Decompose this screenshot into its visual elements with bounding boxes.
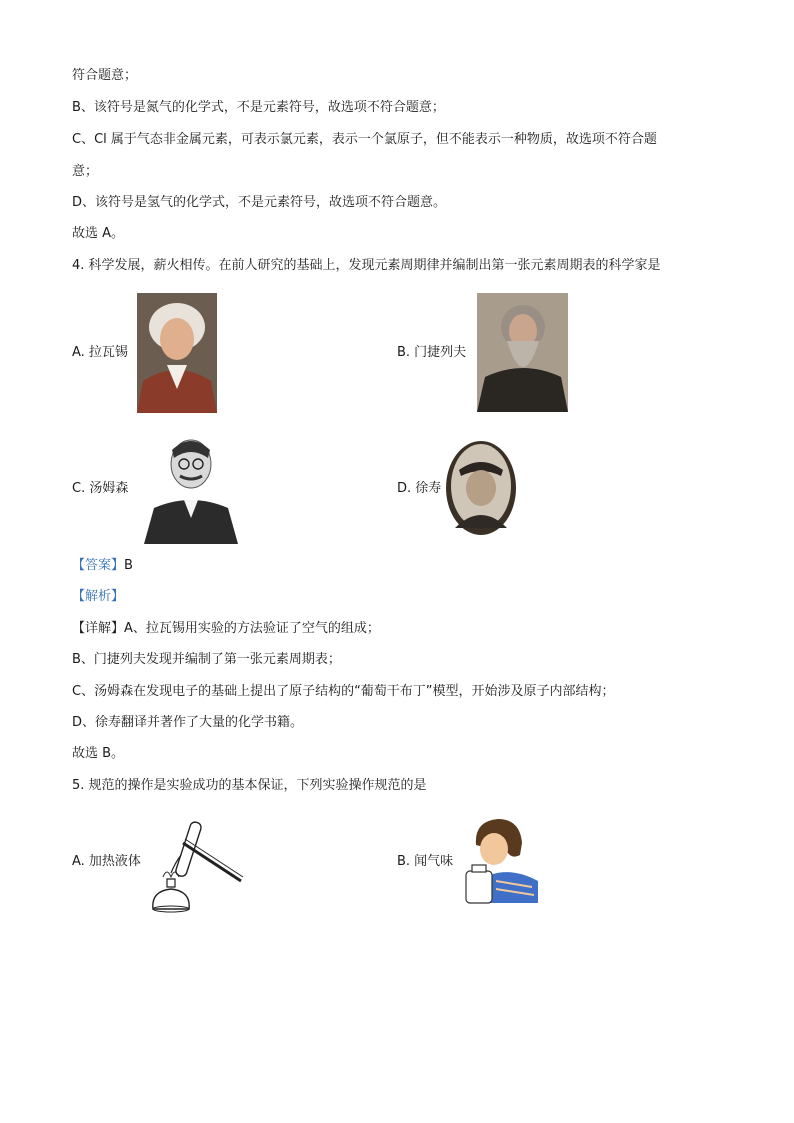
- detail-line: B、门捷列夫发现并编制了第一张元素周期表；: [72, 652, 341, 667]
- xu-shou-portrait: [445, 440, 517, 536]
- detail-line: C、汤姆森在发现电子的基础上提出了原子结构的“葡萄干布丁”模型，开始涉及原子内部结构；: [72, 684, 615, 699]
- option-b-label: B. 门捷列夫: [397, 345, 467, 360]
- analysis-tag: 【解析】: [72, 589, 125, 604]
- text-line: B、该符号是氮气的化学式，不是元素符号，故选项不符合题意；: [72, 100, 445, 115]
- option-d-label: D. 徐寿: [397, 481, 442, 496]
- text-line: C、Cl 属于气态非金属元素，可表示氯元素，表示一个氯原子，但不能表示一种物质，故选项不符合题: [72, 132, 657, 147]
- option-b-label: B. 闻气味: [397, 854, 454, 869]
- lavoisier-portrait: [137, 293, 217, 413]
- question-5-stem: 5. 规范的操作是实验成功的基本保证，下列实验操作规范的是: [72, 778, 427, 793]
- detail-tag: 【详解】: [72, 621, 125, 636]
- detail-text: A、拉瓦锡用实验的方法验证了空气的组成；: [124, 621, 380, 636]
- answer-line: [72, 556, 133, 576]
- question-4-stem: 4. 科学发展，薪火相传。在前人研究的基础上，发现元素周期律并编制出第一张元素周期表的科学家是: [72, 258, 661, 273]
- answer-tag: 【答案】: [72, 558, 125, 573]
- text-line: 意；: [72, 164, 99, 179]
- mendeleev-portrait: [477, 293, 568, 412]
- detail-line: 故选 B。: [72, 746, 125, 761]
- option-a-label: A. 拉瓦锡: [72, 345, 128, 360]
- detail-line: [72, 619, 380, 639]
- text-line: D、该符号是氢气的化学式，不是元素符号，故选项不符合题意。: [72, 195, 447, 210]
- option-a-label: A. 加热液体: [72, 854, 141, 869]
- option-c-label: C. 汤姆森: [72, 481, 129, 496]
- smelling-gas-illustration: [462, 815, 540, 907]
- text-line: 故选 A。: [72, 226, 125, 241]
- answer-value: B: [124, 558, 133, 573]
- detail-line: D、徐寿翻译并著作了大量的化学书籍。: [72, 715, 304, 730]
- thomson-portrait: [140, 428, 242, 544]
- text-line: 符合题意；: [72, 68, 138, 83]
- heating-liquid-apparatus: [145, 815, 245, 913]
